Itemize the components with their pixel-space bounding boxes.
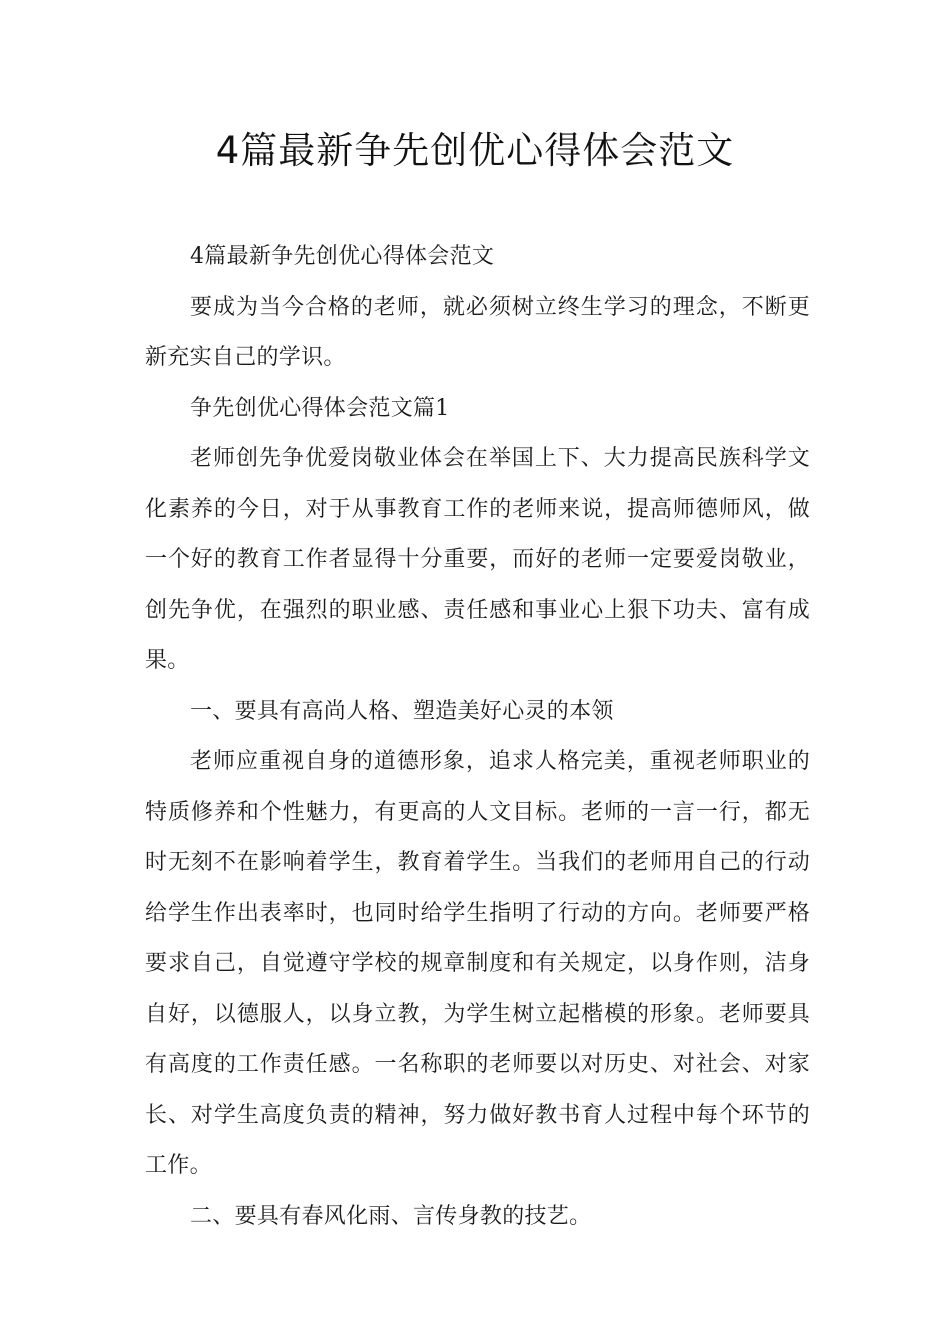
document-title: 4篇最新争先创优心得体会范文 <box>215 129 735 172</box>
document-body <box>145 232 810 1242</box>
section-heading-one: 一、要具有高尚人格、塑造美好心灵的本领 <box>190 698 614 724</box>
paragraph-body: 老师创先争优爱岗敬业体会在举国上下、大力提高民族科学文化素养的今日，对于从事教育工作的老师来说，提高师德师风，做一个好的教育工作者显得十分重要，而好的老师一定要爱岗敬业，创先争优，在强烈的职业感、责任感和事业心上狠下功夫、富有成果。 <box>145 446 810 673</box>
paragraph-body: 老师应重视自身的道德形象，追求人格完美，重视老师职业的特质修养和个性魅力，有更高的人文目标。老师的一言一行，都无时无刻不在影响着学生，教育着学生。当我们的老师用自己的行动给学生作出表率时，也同时给学生指明了行动的方向。老师要严格要求自己，自觉遵守学校的规章制度和有关规定，以身作则，洁身自好，以德服人，以身立教，为学生树立起楷模的形象。老师要具有高度的工作责任感。一名称职的老师要以对历史、对社会、对家长、对学生高度负责的精神，努力做好教书育人过程中每个环节的工作。 <box>145 749 810 1178</box>
paragraph-intro: 要成为当今合格的老师，就必须树立终生学习的理念，不断更新充实自己的学识。 <box>145 294 810 370</box>
paragraph-subtitle: 4篇最新争先创优心得体会范文 <box>190 244 495 269</box>
section-heading-two: 二、要具有春风化雨、言传身教的技艺。 <box>190 1203 592 1229</box>
section-heading-part1: 争先创优心得体会范文篇1 <box>190 395 450 421</box>
